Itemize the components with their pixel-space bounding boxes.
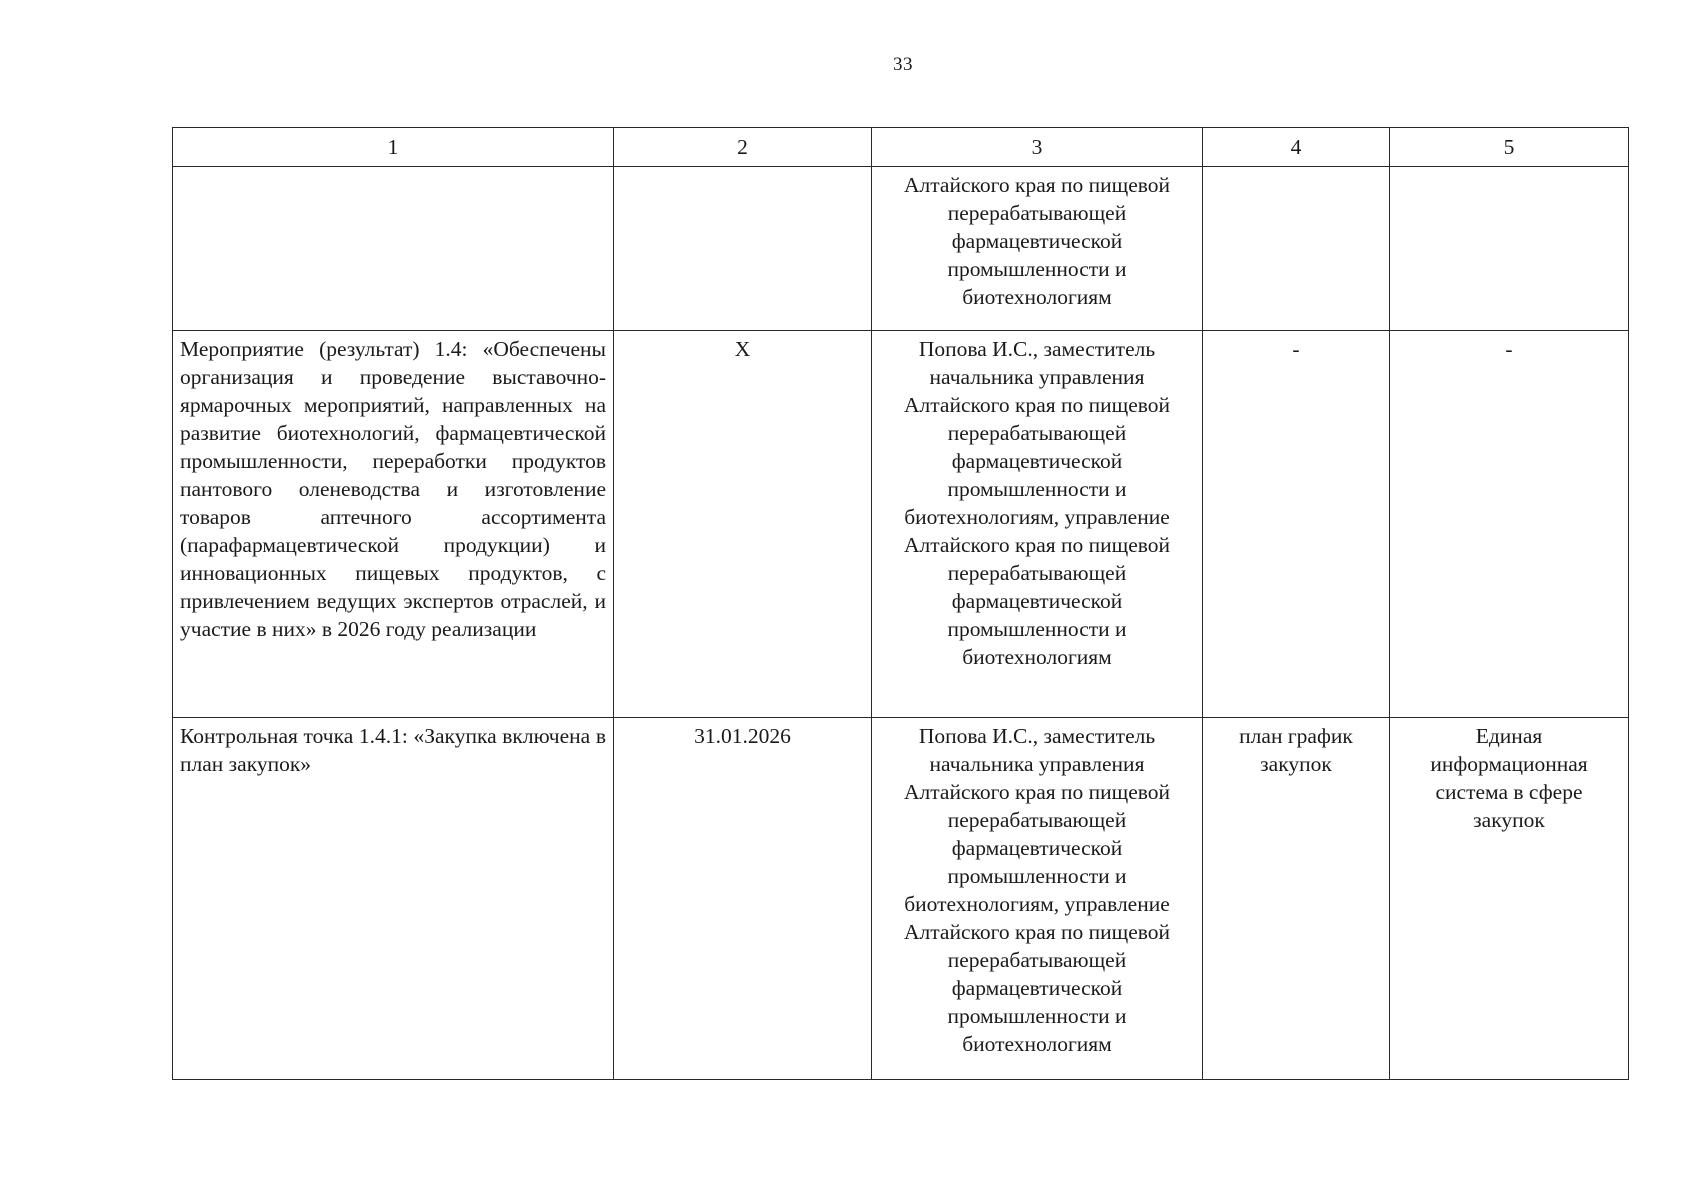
row-system: Единая информационная система в сфере закупок: [1430, 724, 1588, 832]
table-row-continuation: [173, 167, 1629, 331]
table-row-checkpoint: [173, 718, 1629, 1080]
row-document-cell: [1203, 718, 1390, 1080]
row-system-cell: [1390, 167, 1629, 331]
row-responsible-cell: [872, 718, 1203, 1080]
column-header-1: 1: [173, 128, 614, 167]
page-number: 33: [893, 54, 913, 75]
row-deadline: Х: [734, 337, 751, 361]
row-document: план график закупок: [1239, 724, 1353, 776]
column-header-2: 2: [614, 128, 872, 167]
row-description-cell: [173, 718, 614, 1080]
row-deadline-cell: [614, 718, 872, 1080]
table-header-row: [173, 128, 1629, 167]
row-responsible: Попова И.С., заместитель начальника управления Алтайского края по пищевой перерабатывающей фармацевтической промышленности и биотехнологиям, управление Алтайского края по пищевой перерабатывающей фармацевтической промышленности и биотехнологиям: [903, 724, 1171, 1056]
column-header-3: 3: [872, 128, 1203, 167]
row-description: Мероприятие (результат) 1.4: «Обеспечены организация и проведение выставочно-ярмарочных мероприятий, направленных на развитие биотехнологий, фармацевтической промышленности, переработки продуктов пантового оленеводства и изготовление товаров аптечного ассортимента (парафармацевтической продукции) и инновационных пищевых продуктов, с привлечением ведущих экспертов отраслей, и участие в них» в 2026 году реализации: [180, 337, 606, 641]
row-document-cell: [1203, 331, 1390, 718]
table-row-event: [173, 331, 1629, 718]
plan-table: [172, 127, 1629, 1080]
row-description: Контрольная точка 1.4.1: «Закупка включена в план закупок»: [180, 724, 606, 776]
column-header-5: 5: [1390, 128, 1629, 167]
row-responsible-cell: [872, 167, 1203, 331]
row-responsible: Попова И.С., заместитель начальника управления Алтайского края по пищевой перерабатывающей фармацевтической промышленности и биотехнологиям, управление Алтайского края по пищевой перерабатывающей фармацевтической промышленности и биотехнологиям: [903, 337, 1171, 669]
row-description-cell: [173, 167, 614, 331]
row-document: -: [1292, 337, 1300, 361]
row-system-cell: [1390, 718, 1629, 1080]
row-system: -: [1505, 337, 1513, 361]
row-deadline: 31.01.2026: [694, 724, 791, 748]
row-responsible-cell: [872, 331, 1203, 718]
row-deadline-cell: [614, 167, 872, 331]
column-header-4: 4: [1203, 128, 1390, 167]
row-deadline-cell: [614, 331, 872, 718]
row-responsible: Алтайского края по пищевой перерабатывающей фармацевтической промышленности и биотехнологиям: [903, 173, 1171, 309]
row-description-cell: [173, 331, 614, 718]
row-system-cell: [1390, 331, 1629, 718]
row-document-cell: [1203, 167, 1390, 331]
